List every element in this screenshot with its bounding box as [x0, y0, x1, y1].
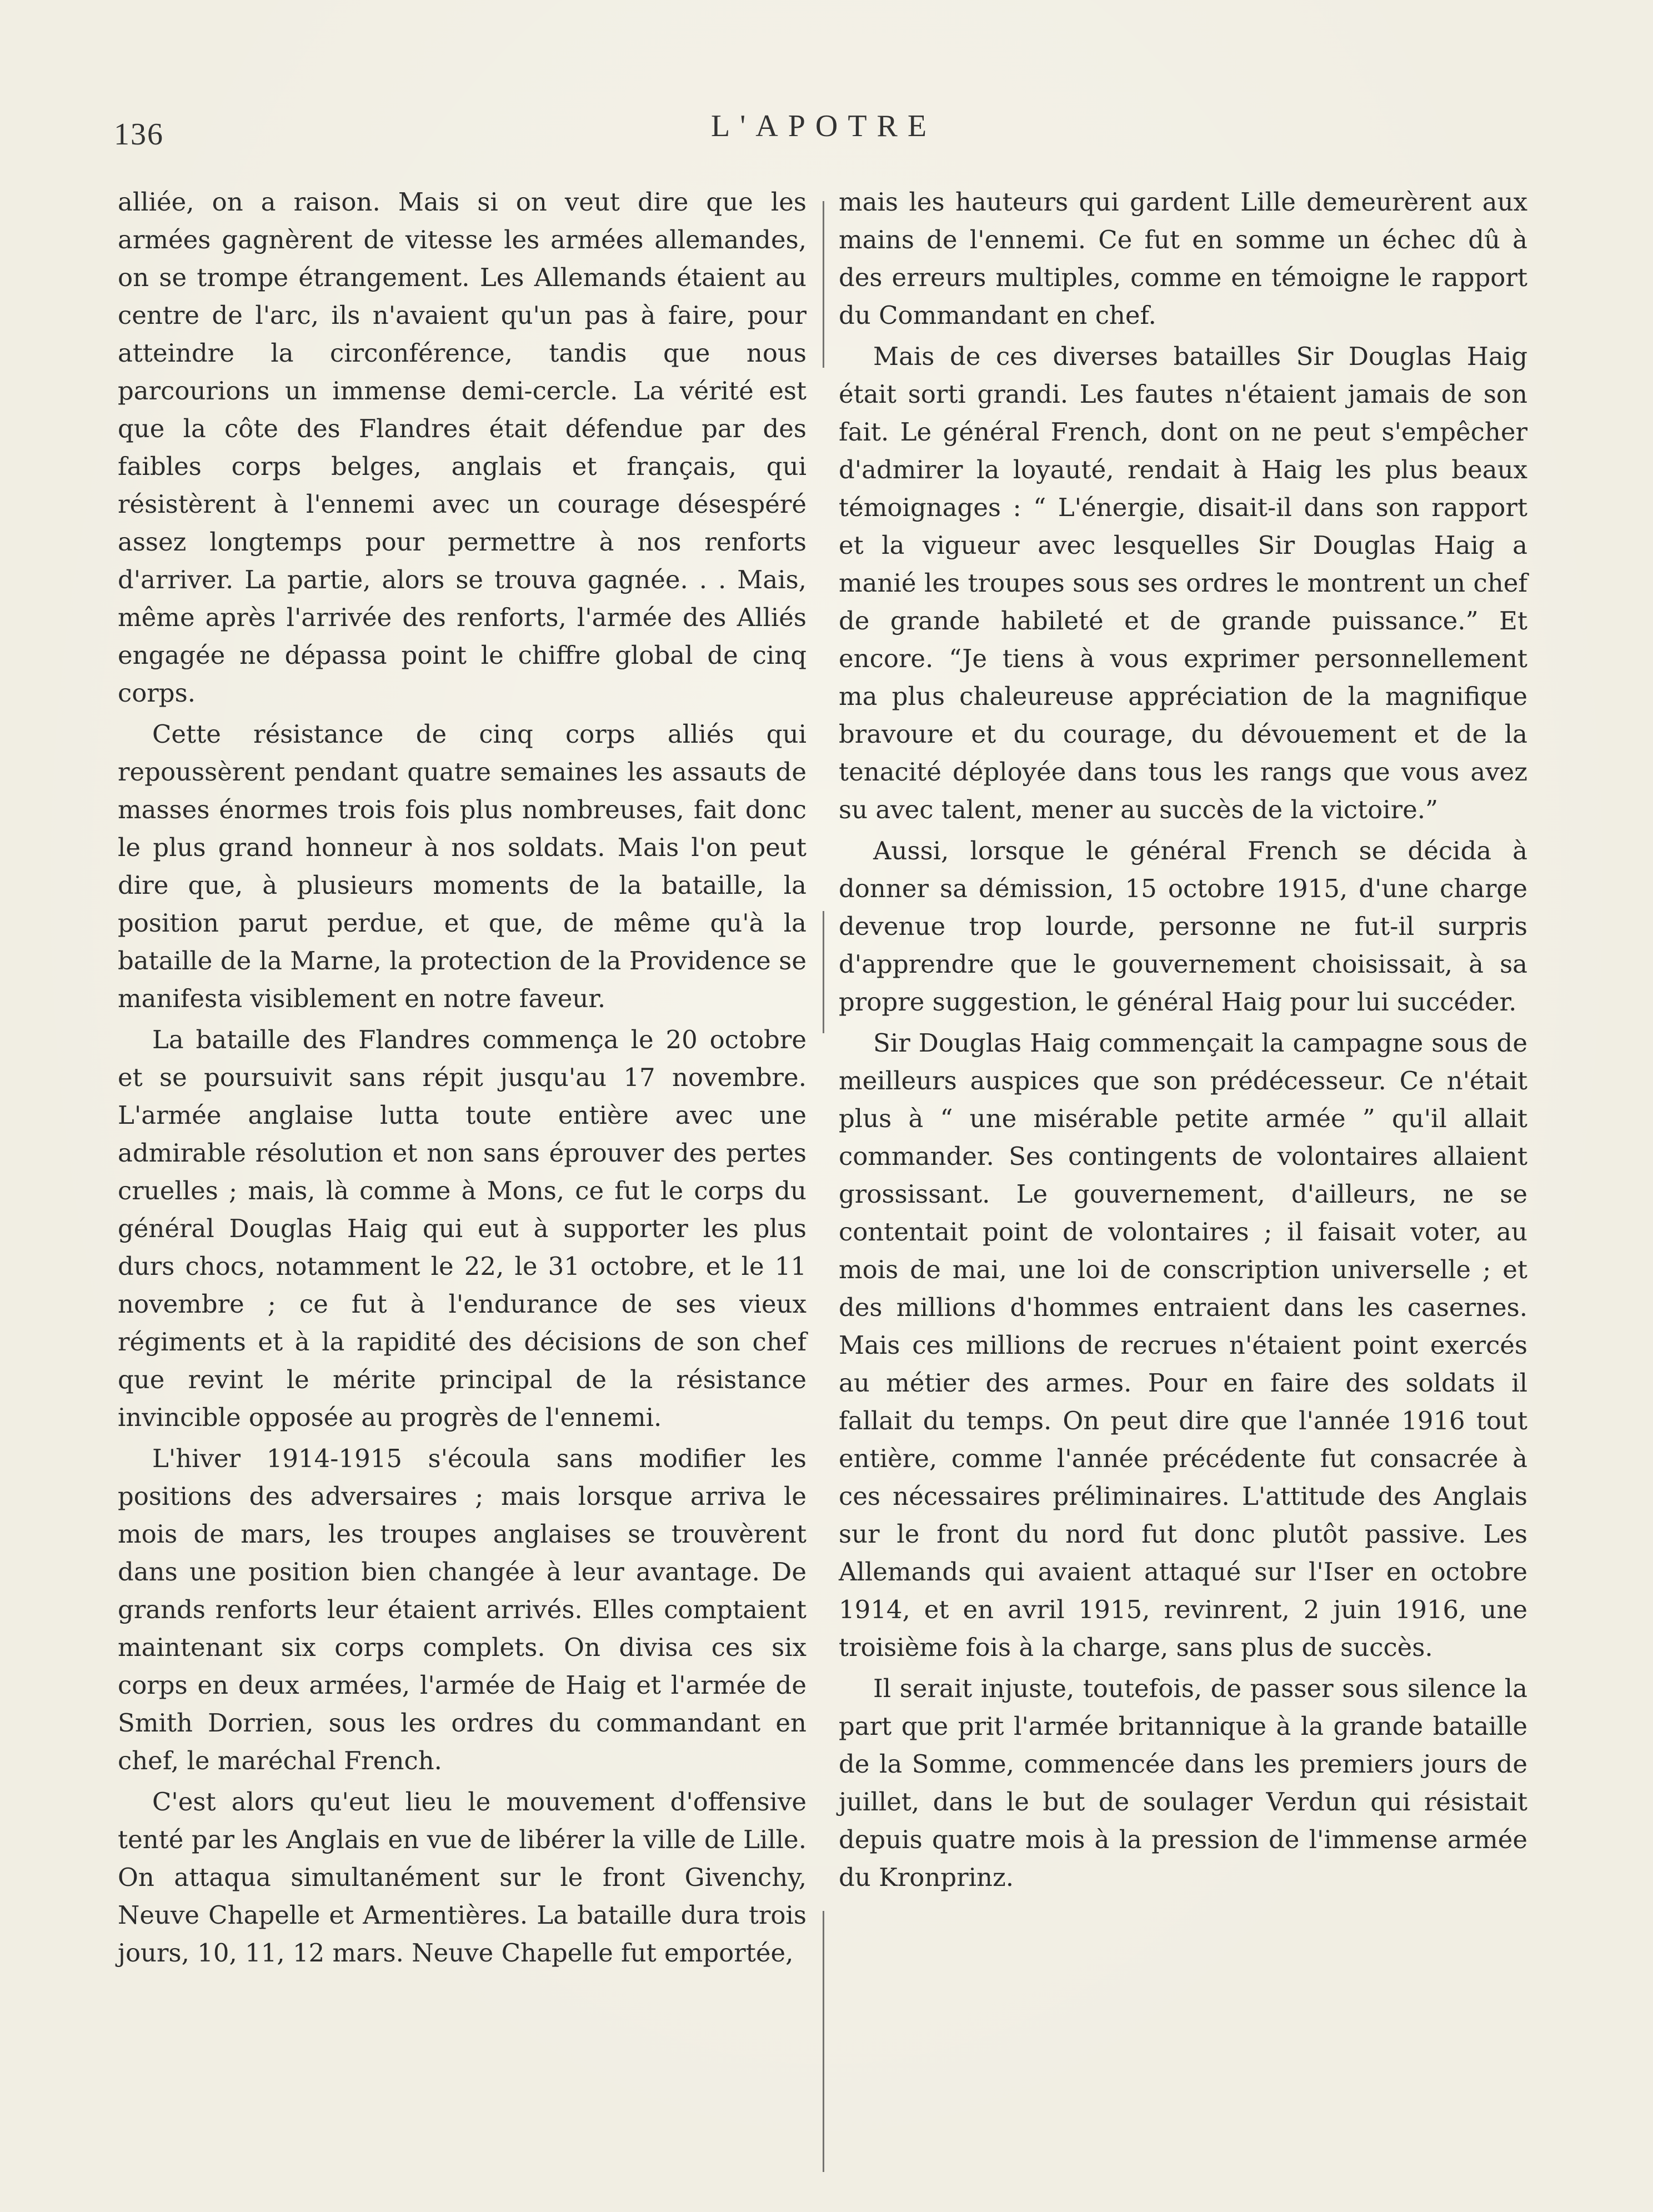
- paragraph: Il serait injuste, toutefois, de passer sous silence la part que prit l'armée britannique à la grande bataille de la Somme, commencée dans les premiers jours de juillet, dans le but de soulager Verdun qui résistait depuis quatre mois à la pression de l'immense armée du Kronprinz.: [839, 1674, 1527, 1892]
- column-divider: [823, 911, 824, 1033]
- left-column: [118, 183, 807, 1972]
- paragraph: Aussi, lorsque le général French se décida à donner sa démission, 15 octobre 1915, d'une charge devenue trop lourde, personne ne fut-il surpris d'apprendre que le gouvernement choisissait, à sa propre suggestion, le général Haig pour lui succéder.: [839, 836, 1527, 1017]
- running-head: [0, 106, 1653, 156]
- page-number: 136: [114, 117, 164, 152]
- paragraph: C'est alors qu'eut lieu le mouvement d'offensive tenté par les Anglais en vue de libérer la ville de Lille. On attaqua simultanément sur le front Givenchy, Neuve Chapelle et Armentières. La bataille dura trois jours, 10, 11, 12 mars. Neuve Chapelle fut emportée,: [118, 1787, 807, 1968]
- paragraph: L'hiver 1914-1915 s'écoula sans modifier les positions des adversaires ; mais lorsque arriva le mois de mars, les troupes anglaises se trouvèrent dans une position bien changée à leur avantage. De grands renforts leur étaient arrivés. Elles comptaient maintenant six corps complets. On divisa ces six corps en deux armées, l'armée de Haig et l'armée de Smith Dorrien, sous les ordres du commandant en chef, le maréchal French.: [118, 1444, 807, 1775]
- paragraph: Mais de ces diverses batailles Sir Douglas Haig était sorti grandi. Les fautes n'étaient jamais de son fait. Le général French, dont on ne peut s'empêcher d'admirer la loyauté, rendait à Haig les plus beaux témoignages : “ L'énergie, disait-il dans son rapport et la vigueur avec lesquelles Sir Douglas Haig a manié les troupes sous ses ordres le montrent un chef de grande habileté et de grande puissance.” Et encore. “Je tiens à vous exprimer personnellement ma plus chaleureuse appréciation de la magnifique bravoure et du courage, du dévouement et de la tenacité déployée dans tous les rangs que vous avez su avec talent, mener au succès de la victoire.”: [839, 342, 1527, 824]
- paragraph: mais les hauteurs qui gardent Lille demeurèrent aux mains de l'ennemi. Ce fut en somme un échec dû à des erreurs multiples, comme en témoigne le rapport du Commandant en chef.: [839, 187, 1527, 330]
- column-divider: [823, 1911, 824, 2172]
- right-column: [839, 183, 1527, 1896]
- paragraph: Sir Douglas Haig commençait la campagne sous de meilleurs auspices que son prédécesseur. Ce n'était plus à “ une misérable petite armée ” qu'il allait commander. Ses contingents de volontaires allaient grossissant. Le gouvernement, d'ailleurs, ne se contentait point de volontaires ; il faisait voter, au mois de mai, une loi de conscription universelle ; et des millions d'hommes entraient dans les casernes. Mais ces millions de recrues n'étaient point exercés au métier des armes. Pour en faire des soldats il fallait du temps. On peut dire que l'année 1916 tout entière, comme l'année précédente fut consacrée à ces nécessaires préliminaires. L'attitude des Anglais sur le front du nord fut donc plutôt passive. Les Allemands qui avaient attaqué sur l'Iser en octobre 1914, et en avril 1915, revinrent, 2 juin 1916, une troisième fois à la charge, sans plus de succès.: [839, 1028, 1527, 1662]
- paragraph: alliée, on a raison. Mais si on veut dire que les armées gagnèrent de vitesse les armées allemandes, on se trompe étrangement. Les Allemands étaient au centre de l'arc, ils n'avaient qu'un pas à faire, pour atteindre la circonférence, tandis que nous parcourions un immense demi-cercle. La vérité est que la côte des Flandres était défendue par des faibles corps belges, anglais et français, qui résistèrent à l'ennemi avec un courage désespéré assez longtemps pour permettre à nos renforts d'arriver. La partie, alors se trouva gagnée. . . Mais, même après l'arrivée des renforts, l'armée des Alliés engagée ne dépassa point le chiffre global de cinq corps.: [118, 187, 807, 708]
- paragraph: Cette résistance de cinq corps alliés qui repoussèrent pendant quatre semaines les assauts de masses énormes trois fois plus nombreuses, fait donc le plus grand honneur à nos soldats. Mais l'on peut dire que, à plusieurs moments de la bataille, la position parut perdue, et que, de même qu'à la bataille de la Marne, la protection de la Providence se manifesta visiblement en notre faveur.: [118, 719, 807, 1013]
- column-divider: [823, 201, 824, 368]
- journal-title: L'APOTRE: [711, 109, 937, 143]
- paragraph: La bataille des Flandres commença le 20 octobre et se poursuivit sans répit jusqu'au 17 novembre. L'armée anglaise lutta toute entière avec une admirable résolution et non sans éprouver des pertes cruelles ; mais, là comme à Mons, ce fut le corps du général Douglas Haig qui eut à supporter les plus durs chocs, notamment le 22, le 31 octobre, et le 11 novembre ; ce fut à l'endurance de ses vieux régiments et à la rapidité des décisions de son chef que revint le mérite principal de la résistance invincible opposée au progrès de l'ennemi.: [118, 1025, 807, 1432]
